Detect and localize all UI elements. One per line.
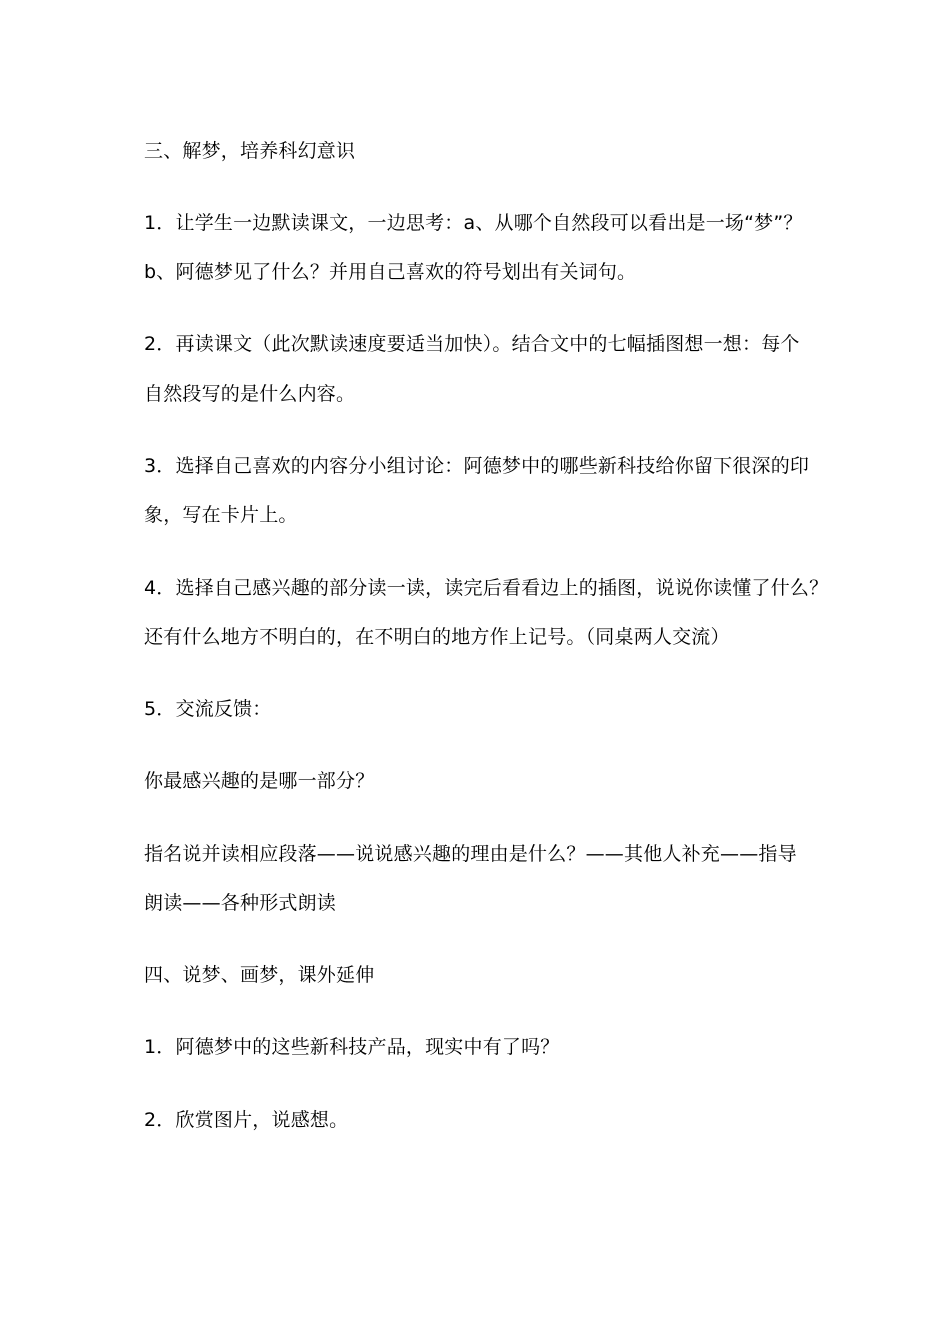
paragraph-line: 3．选择自己喜欢的内容分小组讨论：阿德梦中的哪些新科技给你留下很深的印 [144,455,810,477]
paragraph-line: 2．欣赏图片，说感想。 [144,1109,349,1131]
paragraph-line: 1．让学生一边默读课文，一边思考：a、从哪个自然段可以看出是一场“梦”？ [144,212,803,234]
paragraph-line: 还有什么地方不明白的，在不明白的地方作上记号。（同桌两人交流） [144,626,730,648]
paragraph-line: 你最感兴趣的是哪一部分？ [144,770,375,792]
paragraph-line: 朗读——各种形式朗读 [144,892,337,914]
paragraph-line: 自然段写的是什么内容。 [144,383,356,405]
paragraph-line: 象，写在卡片上。 [144,504,298,526]
paragraph-line: 1．阿德梦中的这些新科技产品，现实中有了吗？ [144,1036,560,1058]
paragraph-line: 指名说并读相应段落——说说感兴趣的理由是什么？——其他人补充——指导 [144,843,797,865]
section-heading-4: 四、说梦、画梦，课外延伸 [144,964,375,986]
paragraph-line: b、阿德梦见了什么？并用自己喜欢的符号划出有关词句。 [144,261,637,283]
section-heading-3: 三、解梦，培养科幻意识 [144,140,356,162]
paragraph-line: 2．再读课文（此次默读速度要适当加快）。结合文中的七幅插图想一想：每个 [144,333,800,355]
paragraph-line: 4．选择自己感兴趣的部分读一读，读完后看看边上的插图，说说你读懂了什么？ [144,577,829,599]
paragraph-line: 5．交流反馈： [144,698,272,720]
